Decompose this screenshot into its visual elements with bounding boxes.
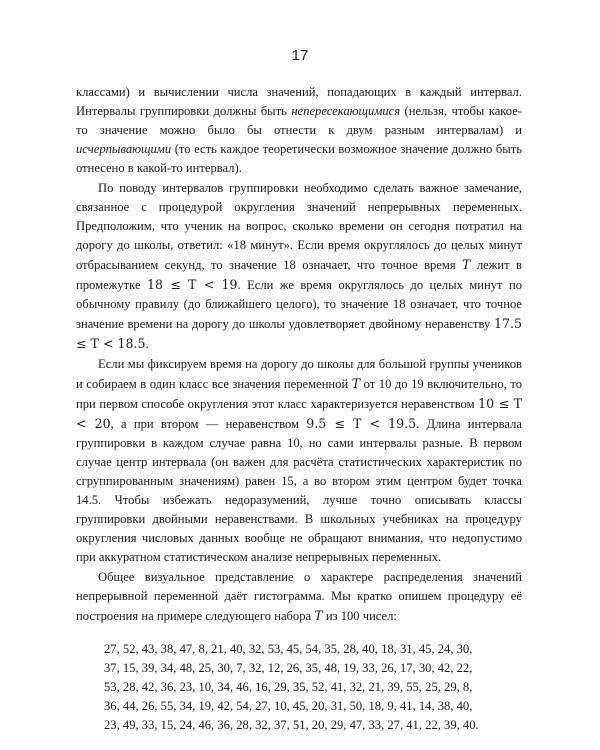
math-inequality: 17.5 ≤ T < 18.5 [76, 316, 522, 351]
paragraph-rounding-remark [76, 179, 522, 354]
data-set-numbers [76, 640, 522, 735]
page-content [76, 83, 522, 735]
text-run: из 100 чисел: [322, 609, 397, 623]
math-variable: T [351, 376, 361, 391]
text-run: классами) и вычислении числа значений, попадающих в каждый интервал. Интервалы группировки должны быть [76, 85, 522, 118]
number-row: 53, 28, 42, 36, 23, 10, 34, 46, 16, 29, 35, 52, 41, 32, 21, 39, 55, 25, 29, 8, [104, 680, 473, 694]
paragraph-histogram-intro [76, 568, 522, 626]
paragraph-class-intervals [76, 355, 522, 567]
math-inequality: 18 ≤ T < 19 [146, 277, 238, 292]
math-variable: T [462, 257, 471, 272]
text-run: (нельзя, чтобы какое-то значение можно было бы отнести к двум разным интервалам) и [76, 104, 522, 137]
text-run: , а при втором — неравенством [110, 417, 307, 431]
number-row: 36, 44, 26, 55, 34, 19, 42, 54, 27, 10, 45, 20, 31, 50, 18, 9, 41, 14, 38, 40, [104, 699, 473, 713]
text-run: Если мы фиксируем время на дорогу до школы для большой группы учеников и собираем в один класс все значения переменной [76, 357, 522, 391]
math-inequality: 9.5 ≤ T < 19.5 [306, 416, 417, 431]
math-variable: T [314, 608, 323, 623]
emphasis-non-overlapping: непересекающимися [291, 104, 401, 118]
paragraph-intervals-definition [76, 83, 522, 178]
text-run: от 10 до 19 включительно, то при первом способе округления этот класс характеризуется неравенством [76, 377, 522, 411]
text-run: Общее визуальное представление о характере распределения значений непрерывной переменной даёт гистограмма. Мы кратко опишем процедуру её построения на примере следующего набора [76, 570, 522, 623]
number-row: 27, 52, 43, 38, 47, 8, 21, 40, 32, 53, 45, 54, 35, 28, 40, 18, 31, 45, 24, 30, [104, 642, 473, 656]
emphasis-exhaustive: исчерпывающими [76, 142, 172, 156]
text-run: лежит в промежутке [76, 258, 522, 292]
number-row: 23, 49, 33, 15, 24, 46, 36, 28, 32, 37, 51, 20, 29, 47, 33, 27, 41, 22, 39, 40. [104, 718, 479, 732]
math-inequality: 10 ≤ T < 20 [76, 396, 522, 431]
text-run: . Если же время округлялось до целых минут по обычному правилу (до ближайшего целого), то значение 18 означает, что точное значение времени на дорогу до школы удовлетворяет двойному неравенству [76, 278, 522, 331]
text-run: По поводу интервалов группировки необходимо сделать важное замечание, связанное с процедурой округления значений непрерывных переменных. Предположим, что ученик на вопрос, сколько времени он сегодня потратил на дорогу до школы, ответил: «18 минут». Если время округлялось до целых минут отбрасыванием секунд, то значение 18 означает, что точное время [76, 181, 522, 272]
text-run: (то есть каждое теоретически возможное значение должно быть отнесено в какой-то интервал). [76, 142, 522, 175]
text-run: . [145, 337, 149, 351]
page-number: 17 [291, 47, 309, 64]
text-run: . Длина интервала группировки в каждом случае равна 10, но сами интервалы разные. В первом случае центр интервала (он важен для расчёта статистических характеристик по сгруппированным значениям) равен 15, а во втором этим центром будет точка 14.5. Чтобы избежать недоразумений, лучше точно описывать классы группировки двойными неравенствами. В школьных учебниках на процедуру округления числовых данных вообще не обращают внимания, что недопустимо при аккуратном статистическом анализе непрерывных переменных. [76, 417, 522, 564]
number-row: 37, 15, 39, 34, 48, 25, 30, 7, 32, 12, 26, 35, 48, 19, 33, 26, 17, 30, 42, 22, [104, 661, 473, 675]
